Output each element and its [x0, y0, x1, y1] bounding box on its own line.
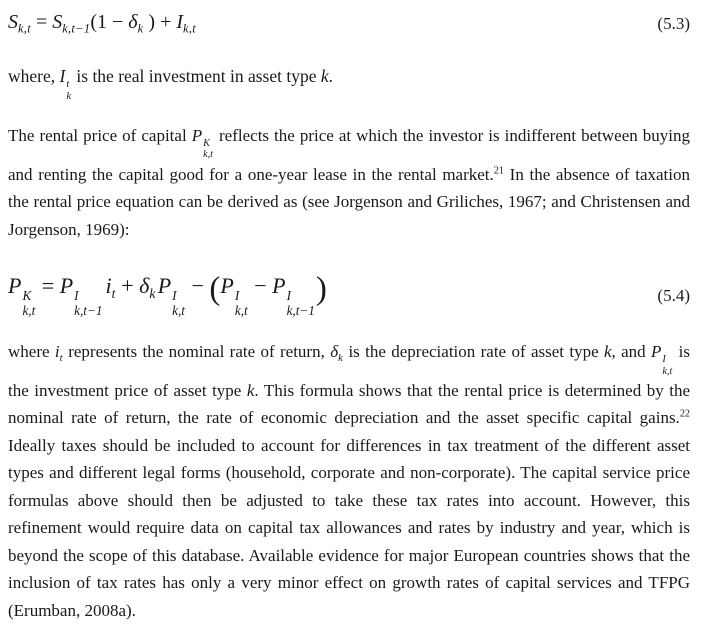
math-inv-price-supsub — [172, 289, 185, 319]
math-rental-price-lhs-supsub — [22, 289, 35, 319]
math-inv-price-lagged-2-sup: I — [286, 288, 291, 304]
para2-run-2: represents the nominal rate of return, — [62, 341, 331, 361]
math-investment-inline-sub: k — [66, 90, 72, 102]
equation-row-5-4 — [8, 265, 690, 324]
math-inv-price-inline: P — [651, 341, 662, 361]
math-inv-price-inline-sup: I — [662, 354, 666, 366]
math-asset-type-k: k — [320, 65, 329, 86]
footnote-ref-22: 22 — [679, 408, 690, 420]
math-investment: I — [176, 11, 184, 33]
math-investment-inline-sup: t — [66, 79, 70, 91]
equation-label-5-4: (5.4) — [657, 286, 690, 306]
math-rental-price-lhs-sup: K — [22, 288, 32, 304]
para2-run-5: is the investment price of asset type — [8, 341, 691, 400]
math-delta-sub: k — [137, 21, 144, 36]
math-rental-price-inline-sup: K — [203, 137, 210, 149]
math-inv-price-lagged: P — [59, 273, 74, 299]
footnote-ref-21: 21 — [493, 165, 504, 177]
math-capital-stock-lagged-sub: k,t−1 — [62, 21, 91, 36]
math-nominal-rate-inline-sub: t — [59, 352, 63, 364]
inner-minus-sign: − — [248, 273, 273, 299]
math-inv-price-lagged-2-supsub — [287, 289, 315, 319]
math-inv-price-2-sup: I — [234, 288, 240, 304]
math-investment-sub: k,t — [183, 21, 196, 36]
math-inv-price-2-supsub — [235, 289, 248, 319]
math-rental-price-inline-supsub — [203, 138, 213, 161]
math-inv-price-lagged-2-sub: k,t−1 — [286, 303, 315, 318]
math-delta-inline: δ — [330, 341, 339, 361]
math-nominal-rate-inline: i — [54, 341, 60, 361]
math-inv-price-inline-supsub — [662, 354, 672, 377]
para2-run-1: where — [8, 341, 55, 361]
big-close-paren: ) — [315, 271, 327, 308]
para1-run-1: The rental price of capital — [8, 125, 192, 145]
math-nominal-rate-sub: t — [111, 286, 116, 302]
math-rental-price-inline-sub: k,t — [203, 149, 213, 161]
math-capital-stock-lhs-sub: k,t — [18, 21, 31, 36]
equation-row-5-3 — [8, 6, 690, 37]
equation-5-4 — [8, 273, 327, 318]
math-inv-price-lagged-2: P — [272, 273, 286, 299]
math-inv-price-2: P — [220, 273, 234, 299]
math-asset-type-k-2: k — [246, 380, 255, 400]
big-open-paren: ( — [209, 271, 221, 308]
math-inv-price: P — [157, 273, 172, 299]
math-delta: δ — [128, 11, 138, 33]
plus-sign: + — [115, 273, 140, 299]
equation-5-3 — [8, 11, 196, 37]
math-rental-price-inline: P — [191, 125, 203, 145]
math-asset-type-k-1: k — [603, 341, 612, 361]
math-delta-sub: k — [149, 286, 156, 302]
where-clause-5-3 — [8, 63, 690, 103]
math-delta-inline-sub: k — [338, 352, 344, 364]
math-rental-price-lhs: P — [8, 273, 22, 299]
para1-run-2: reflects the price at which the investor is indifferent between buying and renting the capital good for a one-year lease in the rental market. — [8, 125, 690, 184]
equals-sign: = — [30, 11, 53, 33]
para2-run-6: . This formula shows that the rental price is determined by the nominal rate of return, the rate of economic depreciation and the asset specific capital gains. — [8, 380, 690, 428]
where-lead-text: where, — [8, 65, 60, 86]
math-investment-inline: I — [59, 65, 66, 86]
math-delta: δ — [139, 273, 150, 299]
where-end-period: . — [328, 65, 333, 86]
close-paren: ) — [143, 11, 156, 33]
minus-sign: − — [185, 273, 210, 299]
where-rest-text: is the real investment in asset type — [72, 65, 321, 86]
math-capital-stock-lhs: S — [8, 11, 18, 33]
math-inv-price-sub: k,t — [172, 303, 185, 318]
math-inv-price-lagged-supsub — [74, 289, 102, 319]
math-inv-price-2-sub: k,t — [234, 303, 248, 318]
paragraph-explanation — [8, 338, 690, 624]
plus-sign: + — [155, 11, 177, 33]
equals-sign: = — [36, 273, 60, 299]
para1-run-3: In the absence of taxation the rental price equation can be derived as (see Jorgenson and Griliches, 1967; and Christensen and Jorgenson, 1969): — [8, 164, 690, 239]
math-inv-price-lagged-sup: I — [74, 288, 79, 304]
para2-run-3: is the depreciation rate of asset type — [343, 341, 604, 361]
math-inv-price-sup: I — [172, 288, 177, 304]
math-inv-price-lagged-sub: k,t−1 — [74, 303, 103, 318]
math-capital-stock-lagged: S — [52, 11, 63, 33]
para2-run-7: Ideally taxes should be included to account for differences in tax treatment of the different asset types and different legal forms (household, corporate and non-corporate). The capital service price formulas above should then be adjusted to take these tax rates into account. However, this refinement would require data on capital tax allowances and rates by industry and year, which is beyond the scope of this database. Available evidence for major European countries shows that the inclusion of tax rates has only a very minor effect on growth rates of capital services and TFPG (Erumban, 2008a). — [8, 435, 690, 620]
para2-run-4: , and — [611, 341, 652, 361]
open-paren-one-minus: (1 − — [90, 11, 129, 33]
paragraph-rental-price — [8, 122, 690, 244]
math-investment-inline-supsub — [66, 79, 71, 103]
math-nominal-rate: i — [105, 273, 112, 299]
equation-label-5-3: (5.3) — [657, 13, 690, 33]
math-inv-price-inline-sub: k,t — [662, 365, 673, 377]
math-rental-price-lhs-sub: k,t — [22, 303, 36, 318]
